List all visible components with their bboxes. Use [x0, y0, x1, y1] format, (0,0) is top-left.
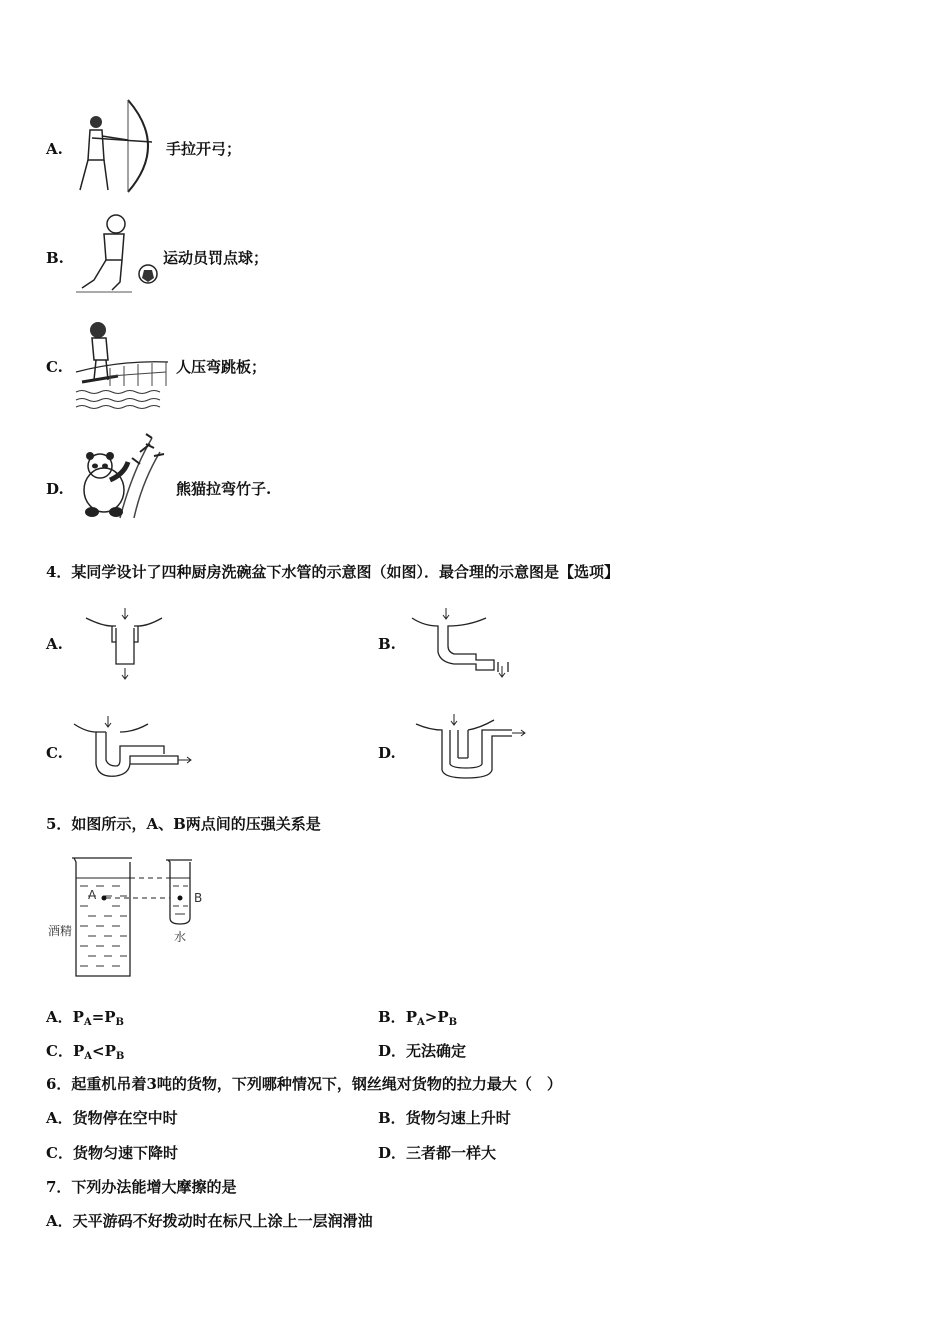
q6-option-d: D．三者都一样大 — [378, 1144, 497, 1162]
question-5-stem: 5．如图所示，A、B两点间的压强关系是 — [46, 815, 321, 833]
option-text: 手拉开弓； — [166, 140, 242, 158]
q5-option-d: D．无法确定 — [378, 1042, 467, 1060]
soccer-player-icon — [72, 210, 160, 298]
point-b-label: B — [194, 891, 203, 905]
water-label: 水 — [174, 930, 187, 944]
option-text: 熊猫拉弯竹子. — [176, 480, 272, 498]
beaker-diagram — [44, 852, 210, 982]
q5-option-a: A．$P_A=P_B$ — [46, 1008, 124, 1028]
q4-option-b-letter: B. — [378, 635, 396, 653]
q6-option-a: A．货物停在空中时 — [46, 1109, 178, 1127]
option-letter: A. — [46, 140, 63, 158]
option-text: 人压弯跳板； — [176, 358, 267, 376]
q5-option-c: C．$P_A<P_B$ — [46, 1042, 125, 1062]
option-letter: B. — [46, 249, 64, 267]
q6-option-b: B．货物匀速上升时 — [378, 1109, 511, 1127]
q4-option-a-letter: A. — [46, 635, 63, 653]
diver-icon — [74, 320, 168, 410]
q6-option-c: C．货物匀速下降时 — [46, 1144, 178, 1162]
archer-icon — [72, 98, 158, 194]
q5-option-b: B．$P_A>P_B$ — [378, 1008, 458, 1028]
option-text: 运动员罚点球； — [163, 249, 269, 267]
point-a-label: A — [88, 888, 97, 902]
panda-bamboo-icon — [80, 432, 166, 522]
question-7-stem: 7．下列办法能增大摩擦的是 — [46, 1178, 237, 1196]
q4-option-d-letter: D. — [378, 744, 396, 762]
option-letter: C. — [46, 358, 63, 376]
option-letter: D. — [46, 480, 64, 498]
straight-pipe-icon — [82, 606, 166, 682]
question-4-stem: 4．某同学设计了四种厨房洗碗盆下水管的示意图（如图）．最合理的示意图是【选项】 — [46, 563, 619, 581]
u-pipe-icon — [414, 712, 526, 782]
question-6-stem: 6．起重机吊着3吨的货物，下列哪种情况下，钢丝绳对货物的拉力最大（ ） — [46, 1075, 562, 1093]
bent-pipe-icon — [410, 606, 514, 682]
q7-option-a: A．天平游码不好拨动时在标尺上涂上一层润滑油 — [46, 1212, 373, 1230]
alcohol-label: 酒精 — [48, 924, 73, 938]
q4-option-c-letter: C. — [46, 744, 63, 762]
u-trap-pipe-icon — [72, 714, 196, 784]
pressure-figure — [44, 852, 210, 982]
